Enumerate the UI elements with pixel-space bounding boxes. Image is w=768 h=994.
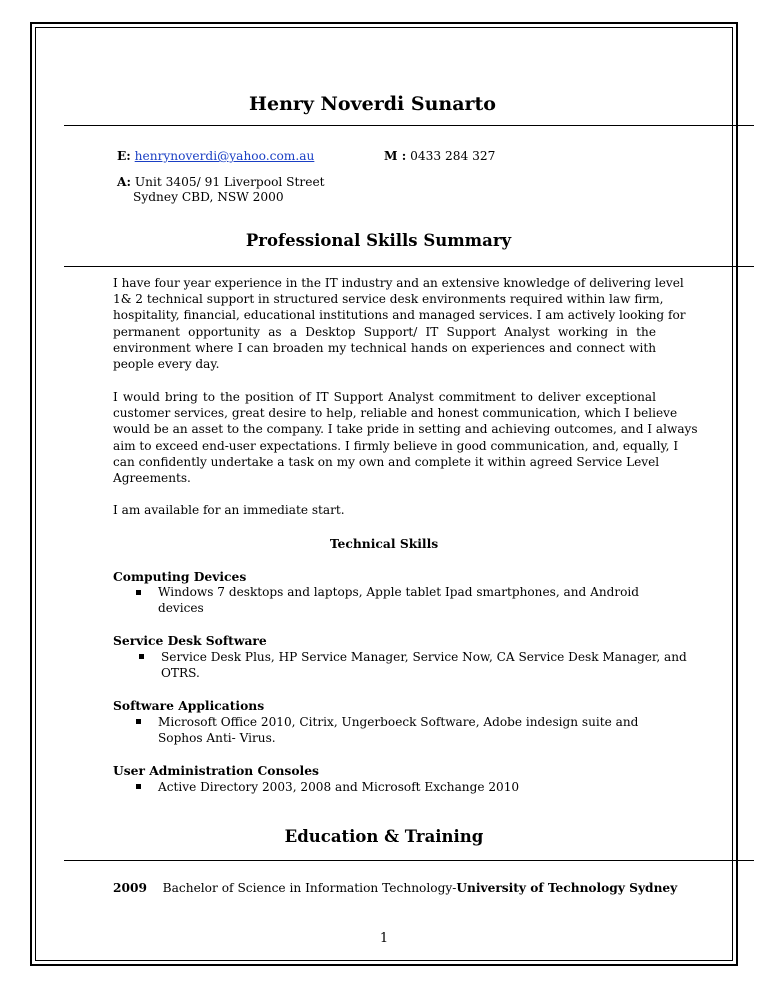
availability-statement: I am available for an immediate start. xyxy=(113,503,345,517)
email-link[interactable]: henrynoverdi@yahoo.com.au xyxy=(134,149,315,163)
divider xyxy=(64,860,754,861)
technical-skills-title: Technical Skills xyxy=(329,536,439,551)
skill-line: Microsoft Office 2010, Citrix, Ungerboeck Software, Adobe indesign suite and xyxy=(158,715,639,729)
text-line: people every day. xyxy=(113,357,220,372)
education-degree: Bachelor of Science in Information Technology- xyxy=(162,881,457,895)
page-border-inner xyxy=(35,27,733,961)
mobile-number: 0433 284 327 xyxy=(410,149,496,163)
text-line: Agreements. xyxy=(113,471,191,486)
text-line: would be an asset to the company. I take pride in setting and achieving outcomes, and I always xyxy=(113,422,698,437)
text-line: aim to exceed end-user expectations. I firmly believe in good communication, and, equally, I xyxy=(113,438,679,453)
text-line: customer services, great desire to help, reliable and honest communication, which I believe xyxy=(113,406,678,421)
education-entry xyxy=(113,881,677,895)
divider xyxy=(64,266,754,267)
text-line: I have four year experience in the IT industry and an extensive knowledge of delivering level xyxy=(113,276,684,290)
text-line: 1& 2 technical support in structured service desk environments required within law firm, xyxy=(113,292,664,307)
bullet-icon xyxy=(136,590,141,595)
address-line1: Unit 3405/ 91 Liverpool Street xyxy=(134,175,325,189)
summary-paragraph-1 xyxy=(113,275,686,372)
skill-line: Service Desk Plus, HP Service Manager, Service Now, CA Service Desk Manager, and xyxy=(161,650,687,664)
mobile-row xyxy=(384,149,495,163)
email-row xyxy=(117,149,314,163)
text-line: I would bring to the position of IT Support Analyst commitment to deliver exceptional xyxy=(113,390,656,404)
category-user-administration-consoles: User Administration Consoles xyxy=(113,763,319,778)
text-line: permanent opportunity as a Desktop Support/ IT Support Analyst working in the xyxy=(113,324,656,339)
summary-paragraph-2 xyxy=(113,389,698,486)
address-line2: Sydney CBD, NSW 2000 xyxy=(133,190,284,204)
text-line: environment where I can broaden my technical hands on experiences and connect with xyxy=(113,340,656,355)
email-label: E: xyxy=(117,149,131,163)
education-title: Education & Training xyxy=(284,827,484,846)
skill-line: Sophos Anti- Virus. xyxy=(158,731,276,745)
category-service-desk-software: Service Desk Software xyxy=(113,633,267,648)
candidate-name: Henry Noverdi Sunarto xyxy=(249,93,496,115)
education-institution: University of Technology Sydney xyxy=(456,881,678,895)
skill-line: Active Directory 2003, 2008 and Microsoft Exchange 2010 xyxy=(158,780,520,794)
bullet-icon xyxy=(136,784,141,789)
address-row xyxy=(117,175,325,189)
text-line: hospitality, financial, educational institutions and managed services. I am actively looking for xyxy=(113,308,686,323)
skill-line: devices xyxy=(158,601,204,615)
category-computing-devices: Computing Devices xyxy=(113,569,247,584)
bullet-icon xyxy=(136,719,141,724)
skill-line: Windows 7 desktops and laptops, Apple tablet Ipad smartphones, and Android xyxy=(158,585,640,599)
category-software-applications: Software Applications xyxy=(113,698,265,713)
bullet-icon xyxy=(139,654,144,659)
skill-line: OTRS. xyxy=(161,666,200,680)
summary-title: Professional Skills Summary xyxy=(245,231,512,250)
divider xyxy=(64,125,754,126)
page-number: 1 xyxy=(379,931,389,946)
text-line: can confidently undertake a task on my own and complete it within agreed Service Level xyxy=(113,454,660,469)
address-label: A: xyxy=(117,175,131,189)
education-year: 2009 xyxy=(113,881,147,895)
mobile-label: M : xyxy=(384,149,407,163)
